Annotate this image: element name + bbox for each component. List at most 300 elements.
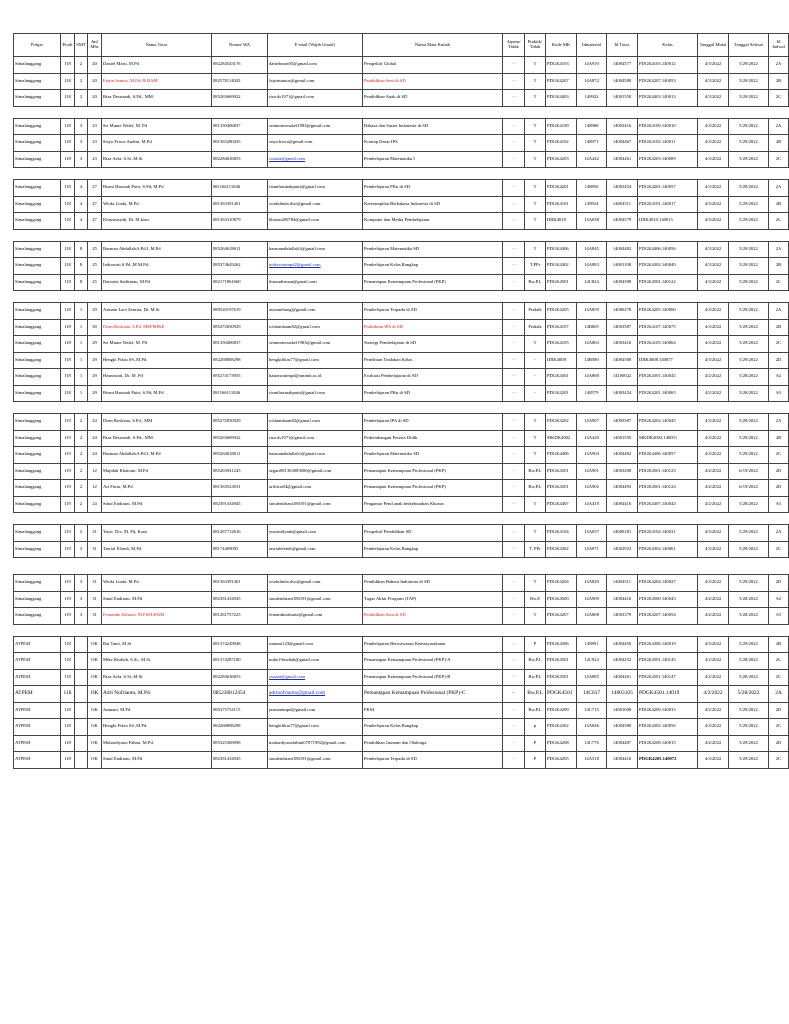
cell-id-jadwal: 2C — [769, 336, 789, 353]
cell-prodi: 118 — [61, 636, 75, 653]
cell-pokjar: Simalanggang — [14, 118, 61, 135]
cell-tanggal-selesai: 5/29/2022 — [729, 241, 769, 258]
cell-nama-mata-kuliah: Pembelajaran Matematika SD — [363, 241, 503, 258]
cell-nama-tutor: Wirda Linda, M.Pd. — [102, 575, 212, 592]
table-row — [14, 591, 789, 608]
cell-tanggal-mulai: 4/3/2022 — [698, 303, 729, 320]
cell-smt — [75, 653, 88, 670]
cell-smt: 2 — [75, 463, 88, 480]
cell-smt: 4 — [75, 213, 88, 230]
cell-pokjar: Simalanggang — [14, 151, 61, 168]
cell-email: roslanidaam82@gmail.com — [268, 414, 363, 431]
cell-id-tutor: 14003587 — [607, 414, 638, 431]
cell-tanggal-mulai: 4/3/2022 — [698, 541, 729, 558]
cell-pokjar: Simalanggang — [14, 447, 61, 464]
table-row — [14, 541, 789, 558]
cell-nomor-wa: 082284636853 — [212, 151, 268, 168]
cell-nama-mata-kuliah: PKM — [363, 702, 503, 719]
cell-jml-mhs: 23 — [88, 151, 102, 168]
cell-idmaterial: 149924 — [577, 196, 607, 213]
cell-pokjar: ATPEM — [14, 636, 61, 653]
cell-atpem: - — [503, 575, 525, 592]
cell-jml-mhs: 20 — [88, 57, 102, 74]
table-row — [14, 752, 789, 769]
cell-kelas: PDGK4501.140147 — [638, 669, 698, 686]
cell-kelas: PDGK4201.140065 — [638, 385, 698, 402]
cell-tanggal-selesai: 5/29/2022 — [729, 719, 769, 736]
cell-idmaterial: 14C776 — [577, 735, 607, 752]
cell-atpem: - — [503, 541, 525, 558]
cell-id-tutor: 14003208 — [607, 463, 638, 480]
cell-tanggal-mulai: 4/3/2022 — [698, 57, 729, 74]
cell-jml-mhs: 24 — [88, 430, 102, 447]
cell-prodi: 118 — [61, 369, 75, 386]
cell-kelas: PDGK4406.140056 — [638, 241, 698, 258]
cell-praktik: T — [525, 447, 546, 464]
cell-nomor-wa: 082284636853 — [212, 669, 268, 686]
cell-kode-mk: PDGK4109 — [546, 118, 577, 135]
cell-email: rismihasinahputri@gmail.com — [268, 180, 363, 197]
cell-tanggal-mulai: 4/3/2022 — [698, 73, 729, 90]
cell-smt: 3 — [75, 135, 88, 152]
cell-tanggal-mulai: 4/3/2022 — [698, 196, 729, 213]
spacer-row — [14, 229, 789, 241]
header-atpem: Atpem/ Tidak — [503, 34, 525, 57]
cell-nomor-wa: 081363391401 — [212, 196, 268, 213]
cell-id-tutor: 14004482 — [607, 241, 638, 258]
cell-atpem: - — [503, 480, 525, 497]
cell-tanggal-mulai: 4/3/2022 — [698, 636, 729, 653]
cell-smt: 8 — [75, 241, 88, 258]
cell-nama-tutor: Dean Rosliana, S.Pd, MM/MIKE — [102, 319, 212, 336]
cell-id-jadwal: 2A — [769, 241, 789, 258]
cell-kelas: PDGK4203.140009 — [638, 151, 698, 168]
cell-tanggal-selesai: 5/28/2022 — [729, 385, 769, 402]
cell-tanggal-selesai: 5/29/2022 — [729, 135, 769, 152]
cell-nama-tutor: Hengki Fikru SS.,M.Pd. — [102, 719, 212, 736]
cell-kelas: PDGK4207.140054 — [638, 608, 698, 625]
spacer-cell — [14, 513, 789, 525]
cell-id-jadwal: 2A — [769, 180, 789, 197]
cell-nama-tutor: Darsaria Sudirman, M.Pd — [102, 274, 212, 291]
cell-tanggal-selesai: 5/29/2022 — [729, 636, 769, 653]
cell-atpem: - — [503, 258, 525, 275]
cell-jml-mhs: 27 — [88, 213, 102, 230]
spacer-cell — [14, 291, 789, 303]
cell-praktik: T — [525, 196, 546, 213]
cell-praktik: Bw,P,L — [525, 702, 546, 719]
cell-smt: 3 — [75, 575, 88, 592]
cell-prodi: 119 — [61, 447, 75, 464]
cell-tanggal-mulai: 4/3/2022 — [698, 118, 729, 135]
cell-id-tutor: 14003416 — [607, 336, 638, 353]
cell-email: srimunteouskef1983@gmail.com — [268, 118, 363, 135]
cell-nomor-wa: 082171861660 — [212, 274, 268, 291]
cell-email: hengkifikru77@gmail.com — [268, 352, 363, 369]
tutor-schedule-table-2 — [13, 574, 789, 769]
cell-kode-mk: PDGK4501 — [546, 480, 577, 497]
cell-smt: 2 — [75, 430, 88, 447]
cell-jml-mhs: 23 — [88, 118, 102, 135]
cell-praktik: Bw,P,L — [525, 686, 546, 703]
cell-nama-mata-kuliah: Pendidikan Seni di SD — [363, 73, 503, 90]
cell-atpem: - — [503, 303, 525, 320]
cell-jml-mhs: 31 — [88, 575, 102, 592]
cell-kode-mk: PDGK4203 — [546, 151, 577, 168]
cell-praktik: Bw,P,L — [525, 480, 546, 497]
cell-nama-mata-kuliah: Pemantapan Kemampuan Profesional (PKP)-C — [363, 686, 503, 703]
table-row — [14, 702, 789, 719]
cell-id-tutor: 14004511 — [607, 575, 638, 592]
cell-kode-mk: PDGK4406 — [546, 447, 577, 464]
cell-jml-mhs: 25 — [88, 258, 102, 275]
cell-nama-tutor: Adri Nofrianto, M.Pd. — [102, 686, 212, 703]
cell-nomor-wa: 085263669922 — [212, 430, 268, 447]
cell-kode-mk: PDGK4101 — [546, 196, 577, 213]
cell-email: riza.ds1971@gmail.com — [268, 90, 363, 107]
cell-smt: 3 — [75, 118, 88, 135]
cell-idmaterial: 14A871 — [577, 541, 607, 558]
cell-jml-mhs: OK — [88, 735, 102, 752]
cell-kode-mk: PDGK4103 — [546, 57, 577, 74]
cell-smt: 2 — [75, 480, 88, 497]
table-row — [14, 735, 789, 752]
cell-smt: 3 — [75, 151, 88, 168]
cell-tanggal-selesai: 5/29/2022 — [729, 447, 769, 464]
cell-nomor-wa: 085263669922 — [212, 90, 268, 107]
cell-idmaterial: 14A863 — [577, 336, 607, 353]
spacer-cell — [14, 229, 789, 241]
cell-kelas: PDGK4109.140010 — [638, 118, 698, 135]
cell-nomor-wa: 085263941245 — [212, 463, 268, 480]
cell-prodi: 119 — [61, 430, 75, 447]
cell-kelas: PDGK4103.140012 — [638, 57, 698, 74]
cell-id-jadwal: 2B — [769, 636, 789, 653]
cell-nama-mata-kuliah: Strategi Pembelajaran di SD — [363, 336, 503, 353]
spacer-cell — [14, 624, 789, 636]
cell-kelas: PDGK4301.140045 — [638, 369, 698, 386]
cell-id-jadwal: 2C — [769, 447, 789, 464]
cell-smt: 1 — [75, 385, 88, 402]
cell-tanggal-mulai: 4/3/2022 — [698, 319, 729, 336]
cell-pokjar: ATPEM — [14, 653, 61, 670]
cell-tanggal-mulai: 4/3/2022 — [698, 213, 729, 230]
cell-praktik: P — [525, 636, 546, 653]
cell-id-tutor: 14004398 — [607, 274, 638, 291]
cell-id-jadwal: 2A — [769, 57, 789, 74]
cell-prodi: 118 — [61, 735, 75, 752]
cell-idmaterial: 14A868 — [577, 608, 607, 625]
cell-id-jadwal: 2D — [769, 735, 789, 752]
cell-pokjar: Simalanggang — [14, 258, 61, 275]
cell-smt: 2 — [75, 447, 88, 464]
cell-nomor-wa: 081350406837 — [212, 118, 268, 135]
cell-pokjar: Simalanggang — [14, 385, 61, 402]
cell-atpem: - — [503, 135, 525, 152]
cell-email: wirdalinda.dwi@gmail.com — [268, 196, 363, 213]
cell-id-jadwal: 2D — [769, 702, 789, 719]
table-row — [14, 135, 789, 152]
cell-nama-tutor: Rismi Hasinah Putri, S.Pd, M.Pd — [102, 385, 212, 402]
cell-prodi: 118 — [61, 213, 75, 230]
cell-kode-mk: PDGK4302 — [546, 258, 577, 275]
cell-idmaterial: 14A883 — [577, 258, 607, 275]
cell-tanggal-selesai: 5/29/2022 — [729, 118, 769, 135]
cell-email: hengkifikru77@gmail.com — [268, 719, 363, 736]
cell-tanggal-selesai: 5/29/2022 — [729, 702, 769, 719]
cell-nama-tutor: Hasnawati, Dr. M. Pd — [102, 369, 212, 386]
cell-prodi: 118 — [61, 135, 75, 152]
cell-prodi: 118 — [61, 73, 75, 90]
cell-nama-tutor: Mike Risdiah, S.Si., M.Si. — [102, 653, 212, 670]
cell-id-jadwal: 2A — [769, 686, 789, 703]
cell-pokjar: Simalanggang — [14, 213, 61, 230]
cell-nama-mata-kuliah: Pendidikan Jasmani dan Olahraga — [363, 735, 503, 752]
cell-praktik: T — [525, 336, 546, 353]
cell-email: khrusn200784@gmail.com — [268, 213, 363, 230]
table-row — [14, 57, 789, 74]
cell-praktik: T — [525, 414, 546, 431]
cell-kelas: PDGK4205.140060 — [638, 303, 698, 320]
cell-nama-mata-kuliah: Pembelajaran Terpadu di SD — [363, 303, 503, 320]
cell-nama-mata-kuliah: Pemantapan Kemampuan Profesional (PKP) — [363, 274, 503, 291]
cell-pokjar: Simalanggang — [14, 135, 61, 152]
cell-kelas: PDGK4403.140013 — [638, 90, 698, 107]
cell-jml-mhs: 24 — [88, 414, 102, 431]
cell-email: fernandozaharia@gmail.com — [268, 608, 363, 625]
cell-idmaterial: 14A829 — [577, 575, 607, 592]
cell-idmaterial: 148850 — [577, 180, 607, 197]
cell-nomor-wa: 081166111046 — [212, 180, 268, 197]
cell-jml-mhs: 20 — [88, 90, 102, 107]
cell-tanggal-mulai: 4/3/2022 — [698, 430, 729, 447]
cell-smt — [75, 719, 88, 736]
cell-smt: 1 — [75, 336, 88, 353]
cell-kode-mk: PDGK4104 — [546, 525, 577, 542]
cell-tanggal-selesai: 5/29/2022 — [729, 57, 769, 74]
cell-atpem: - — [503, 430, 525, 447]
cell-nama-mata-kuliah: Pendidikan Bahasa Indonesia di SD — [363, 575, 503, 592]
cell-nama-mata-kuliah: Perkembangan Peserta Didik — [363, 430, 503, 447]
cell-kode-mk: PDGK4209 — [546, 702, 577, 719]
spacer-row — [14, 168, 789, 180]
cell-idmaterial: 14A837 — [577, 525, 607, 542]
cell-email: adrinofrianto@gmail.com — [268, 686, 363, 703]
cell-smt — [75, 702, 88, 719]
cell-nomor-wa: 081374248948 — [212, 636, 268, 653]
cell-tanggal-mulai: 4/3/2022 — [698, 575, 729, 592]
cell-tanggal-mulai: 4/3/2022 — [698, 241, 729, 258]
cell-praktik: T — [525, 151, 546, 168]
cell-tanggal-selesai: 5/29/2022 — [729, 735, 769, 752]
cell-prodi: 118 — [61, 352, 75, 369]
cell-nomor-wa: 081363280435 — [212, 135, 268, 152]
cell-tanggal-mulai: 4/3/2022 — [698, 414, 729, 431]
cell-nomor-wa: 082284543176 — [212, 57, 268, 74]
cell-nama-tutor: Basman Abdullah,S.Pd.I.,M.Pd — [102, 447, 212, 464]
cell-prodi: 118 — [61, 336, 75, 353]
cell-pokjar: Simalanggang — [14, 352, 61, 369]
cell-idmaterial: 14C715 — [577, 702, 607, 719]
cell-prodi: 119 — [61, 480, 75, 497]
cell-nama-tutor: Ari Fitria, M.Pd. — [102, 480, 212, 497]
cell-kelas: PDGK4209.140033 — [638, 702, 698, 719]
spacer-cell — [14, 106, 789, 118]
cell-email: basmanabdullah1@gmail.com — [268, 447, 363, 464]
cell-nama-mata-kuliah: Komputer dan Media Pembelajaran — [363, 213, 503, 230]
cell-smt — [75, 636, 88, 653]
cell-nama-tutor: Sri Munte Walef, M. Pd — [102, 336, 212, 353]
cell-atpem: - — [503, 90, 525, 107]
table-row — [14, 303, 789, 320]
cell-nama-tutor: Basman Abdullah,S.Pd.I.,M.Pd — [102, 241, 212, 258]
cell-nama-tutor: Riza Desriandi, S.Pd., MM. — [102, 90, 212, 107]
header-email: E-mail (Wajib Gmail) — [268, 34, 363, 57]
cell-jml-mhs: 24 — [88, 447, 102, 464]
cell-id-tutor: 14004252 — [607, 653, 638, 670]
table-row — [14, 480, 789, 497]
cell-idmaterial: 14A885 — [577, 669, 607, 686]
cell-tanggal-selesai: 5/28/2022 — [729, 669, 769, 686]
cell-nama-mata-kuliah: Pembelajaran Berwawasan Kemasyarakatan — [363, 636, 503, 653]
cell-pokjar: ATPEM — [14, 752, 61, 769]
cell-id-jadwal: 2B — [769, 319, 789, 336]
header-nomor-wa: Nomor WA — [212, 34, 268, 57]
cell-email: rtammi123@gmail.com — [268, 636, 363, 653]
cell-idmaterial: 148971 — [577, 135, 607, 152]
cell-idmaterial: 14A518 — [577, 752, 607, 769]
cell-jml-mhs: OK — [88, 653, 102, 670]
cell-praktik: - — [525, 352, 546, 369]
cell-jml-mhs: 29 — [88, 336, 102, 353]
cell-praktik: T, PPr — [525, 541, 546, 558]
cell-pokjar: Simalanggang — [14, 274, 61, 291]
cell-tanggal-mulai: 4/2/2022 — [698, 480, 729, 497]
cell-idmaterial: 14A904 — [577, 447, 607, 464]
cell-jml-mhs: 25 — [88, 241, 102, 258]
cell-kelas: PDGK4501.14019 — [638, 686, 698, 703]
cell-id-jadwal: 2C — [769, 719, 789, 736]
table-row — [14, 447, 789, 464]
cell-nama-mata-kuliah: Pembelajaran Kelas Rangkap — [363, 719, 503, 736]
table-row — [14, 463, 789, 480]
cell-id-tutor: 14004416 — [607, 591, 638, 608]
cell-pokjar: Simalanggang — [14, 608, 61, 625]
cell-nama-mata-kuliah: Evaluasi Pembelajaran di SD — [363, 369, 503, 386]
cell-idmaterial: 14A860 — [577, 369, 607, 386]
cell-prodi: 118 — [61, 151, 75, 168]
cell-jml-mhs: 31 — [88, 591, 102, 608]
cell-id-jadwal: 2C — [769, 90, 789, 107]
cell-id-jadwal: 2A — [769, 303, 789, 320]
cell-id-jadwal: 2B — [769, 73, 789, 90]
cell-prodi: 118 — [61, 241, 75, 258]
cell-kelas: PDGK4105.140064 — [638, 336, 698, 353]
cell-id-tutor: 14100022 — [607, 369, 638, 386]
cell-prodi: 118 — [61, 686, 75, 703]
cell-email: segari081363083000@gmail.com — [268, 463, 363, 480]
cell-tanggal-mulai: 4/3/2022 — [698, 719, 729, 736]
cell-nama-tutor: Sisyo Frisca Andini, M.Pd — [102, 135, 212, 152]
cell-smt: 1 — [75, 303, 88, 320]
cell-praktik: T — [525, 118, 546, 135]
tutor-schedule-table-1 — [13, 33, 789, 558]
spacer-row — [14, 513, 789, 525]
cell-nomor-wa: 085264618611 — [212, 241, 268, 258]
cell-prodi: 118 — [61, 57, 75, 74]
cell-kode-mk: PDGK4107 — [546, 319, 577, 336]
cell-pokjar: ATPEM — [14, 669, 61, 686]
cell-idmaterial: 149891 — [577, 636, 607, 653]
cell-id-tutor: 14004482 — [607, 447, 638, 464]
cell-email: basmanabdullah1@gmail.com — [268, 241, 363, 258]
cell-kode-mk: PDGK4204 — [546, 575, 577, 592]
cell-tanggal-mulai: 4/3/2022 — [698, 447, 729, 464]
cell-nama-tutor: Khrusnisyah, Dr. M.kom — [102, 213, 212, 230]
cell-smt: 3 — [75, 541, 88, 558]
cell-kelas: MKDK4002.140051 — [638, 430, 698, 447]
cell-praktik: Bw,E — [525, 591, 546, 608]
cell-tanggal-selesai: 5/29/2022 — [729, 213, 769, 230]
cell-jml-mhs: OK — [88, 752, 102, 769]
cell-idmaterial: 14A420 — [577, 430, 607, 447]
cell-praktik: T — [525, 73, 546, 90]
cell-jml-mhs: 29 — [88, 303, 102, 320]
cell-id-tutor: 14004261 — [607, 669, 638, 686]
cell-praktik: P — [525, 735, 546, 752]
cell-email: risaafa@gmail.com — [268, 669, 363, 686]
cell-nama-tutor: Fajrin Santoz, M.Pd./ILHAM — [102, 73, 212, 90]
cell-email: srimunteouskef1983@gmail.com — [268, 336, 363, 353]
cell-id-jadwal: 2D — [769, 352, 789, 369]
cell-tanggal-selesai: 5/29/2022 — [729, 430, 769, 447]
cell-kode-mk: PDGK4207 — [546, 608, 577, 625]
cell-nama-mata-kuliah: Pembelajaran PKn di SD — [363, 180, 503, 197]
cell-nama-mata-kuliah: Pembelajaran Matematika SD — [363, 447, 503, 464]
header-nama-mata-kuliah: Nama Mata Kuliah — [363, 34, 503, 57]
cell-id-tutor: 14004467 — [607, 135, 638, 152]
cell-prodi: 118 — [61, 669, 75, 686]
cell-nama-tutor: Jasmani, M.Pd — [102, 702, 212, 719]
cell-kode-mk: PDGK4202 — [546, 414, 577, 431]
cell-kode-mk: PDGK4501 — [546, 686, 577, 703]
cell-jml-mhs: OK — [88, 669, 102, 686]
cell-praktik: Bw,P,L — [525, 653, 546, 670]
cell-nomor-wa: 082391434945 — [212, 496, 268, 513]
cell-pokjar: ATPEM — [14, 686, 61, 703]
cell-id-tutor: 14004580 — [607, 73, 638, 90]
table-row — [14, 369, 789, 386]
cell-id-jadwal: S3 — [769, 608, 789, 625]
cell-kode-mk: PDGK4302 — [546, 541, 577, 558]
cell-jml-mhs: 29 — [88, 352, 102, 369]
cell-nama-mata-kuliah: Perspektif Pendidikan SD — [363, 525, 503, 542]
cell-tanggal-selesai: 5/29/2022 — [729, 575, 769, 592]
cell-idmaterial: 14A872 — [577, 73, 607, 90]
cell-jml-mhs: OK — [88, 636, 102, 653]
cell-praktik: T — [525, 213, 546, 230]
cell-kode-mk: IDIK4008 — [546, 352, 577, 369]
cell-kode-mk: PDGK4302 — [546, 719, 577, 736]
cell-id-jadwal: 2D — [769, 575, 789, 592]
cell-atpem: - — [503, 702, 525, 719]
cell-kelas: PDGK4205.140072 — [638, 752, 698, 769]
cell-nama-mata-kuliah: Pengantar Pend anak berkebutuhan Khusus — [363, 496, 503, 513]
cell-idmaterial: 14C824 — [577, 274, 607, 291]
table-row — [14, 385, 789, 402]
cell-atpem: - — [503, 369, 525, 386]
cell-nomor-wa: 085230812454 — [212, 686, 268, 703]
